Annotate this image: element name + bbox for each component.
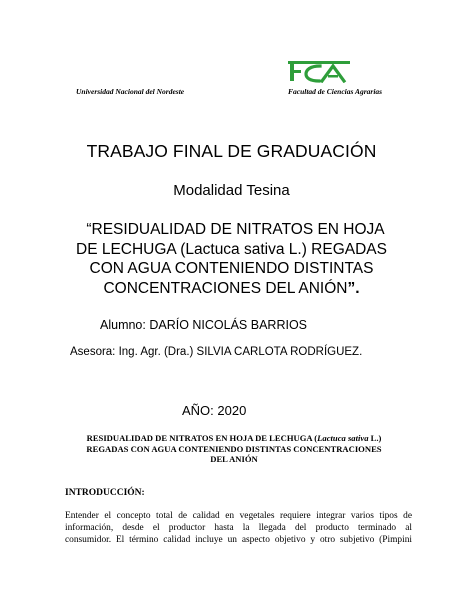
- summary-title-line-1-suffix: L.): [368, 433, 382, 443]
- thesis-title-line-2-suffix: L.) REGADAS: [284, 240, 387, 258]
- thesis-title-line-2-prefix: DE LECHUGA (: [76, 240, 186, 258]
- thesis-title: [40, 220, 423, 298]
- thesis-title-closing-quote: ”.: [347, 279, 360, 297]
- document-title: TRABAJO FINAL DE GRADUACIÓN: [86, 141, 377, 161]
- logo-a-bar: [328, 75, 338, 78]
- summary-title-line-2: REGADAS CON AGUA CONTENIENDO DISTINTAS CONCENTRACIONES: [86, 443, 382, 454]
- introduction-line: consumidor. El término calidad incluye un aspecto objetivo y otro subjetivo (Pimpini: [65, 535, 412, 545]
- thesis-title-line-3: CON AGUA CONTENIENDO DISTINTAS: [89, 260, 374, 277]
- logo-c-curve: [306, 66, 320, 81]
- introduction-line: Entender el concepto total de calidad en vegetales requiere integrar varios tipos de: [65, 511, 412, 521]
- thesis-title-line-4: [40, 279, 423, 299]
- modality-subtitle: Modalidad Tesina: [173, 182, 290, 199]
- summary-title-line-3: DEL ANIÓN: [210, 454, 258, 464]
- student-name: Alumno: DARÍO NICOLÁS BARRIOS: [100, 318, 308, 332]
- summary-title-line-1-prefix: RESIDUALIDAD DE NITRATOS EN HOJA DE LECHUGA (: [86, 433, 318, 443]
- advisor-name: Asesora: Ing. Agr. (Dra.) SILVIA CARLOTA RODRÍGUEZ.: [70, 346, 363, 358]
- logo-a-shape: [322, 66, 344, 81]
- thesis-title-line-1: “RESIDUALIDAD DE NITRATOS EN HOJA: [86, 221, 385, 238]
- thesis-title-line-4-text: CONCENTRACIONES DEL ANIÓN: [103, 279, 348, 297]
- thesis-title-line-2: [40, 240, 423, 260]
- summary-title: [56, 433, 412, 465]
- introduction-heading: INTRODUCCIÓN:: [65, 488, 145, 498]
- summary-title-line-1: [56, 433, 412, 444]
- introduction-body: [65, 510, 412, 546]
- logo-f-bar: [290, 70, 301, 73]
- university-name: Universidad Nacional del Nordeste: [76, 87, 185, 96]
- summary-title-species: Lactuca sativa: [317, 433, 369, 443]
- logo-top-bar: [288, 61, 350, 64]
- faculty-name: Facultad de Ciencias Agrarias: [288, 87, 383, 96]
- introduction-line: información, desde el productor hasta la llegada del producto terminado al: [65, 523, 412, 533]
- faculty-logo: [286, 58, 352, 83]
- year-label: AÑO: 2020: [182, 403, 247, 418]
- thesis-title-species: Lactuca sativa: [185, 240, 285, 258]
